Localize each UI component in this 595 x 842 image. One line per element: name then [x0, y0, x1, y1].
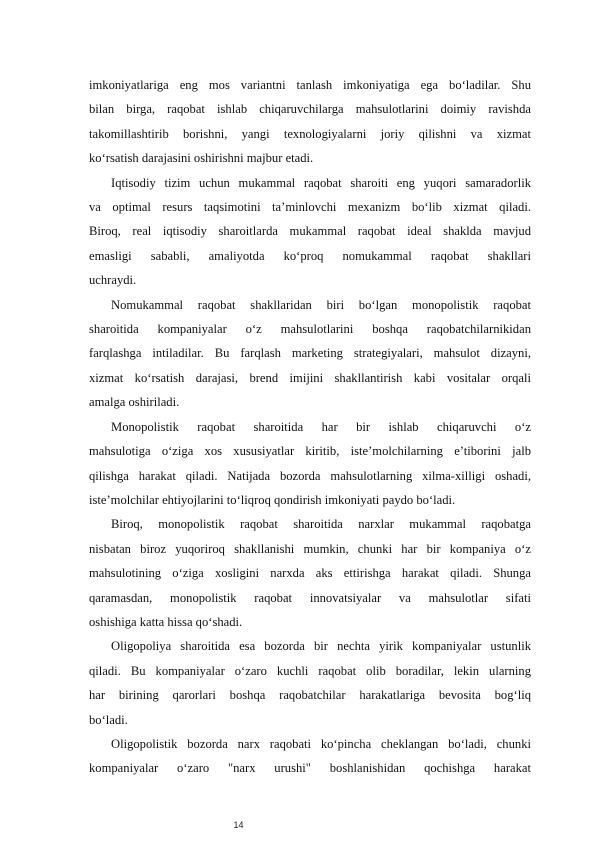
text-line: mahsulotining o‘ziga xosligini narxda aks ettirishga harakat qiladi. Shunga [89, 566, 531, 581]
text-line: har birining qarorlari boshqa raqobatchilar harakatlariga bevosita bog‘liq [89, 688, 531, 703]
text-line: Nomukammal raqobat shakllaridan biri bo‘lgan monopolistik raqobat [111, 297, 531, 312]
text-line: farqlashga intiladilar. Bu farqlash marketing strategiyalari, mahsulot dizayni, [89, 346, 531, 361]
paragraph [89, 634, 531, 732]
text-line: mahsulotiga o‘ziga xos xususiyatlar kiritib, iste’molchilarning e’tiborini jalb [89, 444, 531, 459]
text-line: takomillashtirib borishni, yangi texnologiyalarni joriy qilishni va xizmat [89, 126, 531, 141]
text-line: qaramasdan, monopolistik raqobat innovatsiyalar va mahsulotlar sifati [89, 590, 531, 605]
text-line: oshishiga katta hissa qo‘shadi. [89, 614, 243, 629]
text-line: sharoitida kompaniyalar o‘z mahsulotlarini boshqa raqobatchilarnikidan [89, 322, 531, 337]
text-line: ko‘rsatish darajasini oshirishni majbur etadi. [89, 151, 314, 166]
text-line: nisbatan biroz yuqoriroq shakllanishi mumkin, chunki har bir kompaniya o‘z [89, 541, 531, 556]
text-line: bo‘ladi. [89, 712, 128, 727]
paragraph [89, 732, 531, 781]
text-line: Iqtisodiy tizim uchun mukammal raqobat sharoiti eng yuqori samaradorlik [111, 175, 531, 190]
text-line: amalga oshiriladi. [89, 395, 180, 410]
text-line: bilan birga, raqobat ishlab chiqaruvchilarga mahsulotlarini doimiy ravishda [89, 102, 531, 117]
text-line: Biroq, real iqtisodiy sharoitlarda mukammal raqobat ideal shaklda mavjud [89, 224, 531, 239]
text-line: xizmat ko‘rsatish darajasi, brend imijini shakllantirish kabi vositalar orqali [89, 370, 531, 385]
page-number: 14 [233, 820, 244, 830]
text-line: uchraydi. [89, 273, 137, 288]
text-line: Monopolistik raqobat sharoitida har bir ishlab chiqaruvchi o‘z [111, 419, 531, 434]
text-line: iste’molchilar ehtiyojlarini to‘liqroq qondirish imkoniyati paydo bo‘ladi. [89, 492, 456, 507]
paragraph [89, 293, 531, 415]
paragraph [89, 171, 531, 293]
paragraph [89, 73, 531, 171]
text-line: qiladi. Bu kompaniyalar o‘zaro kuchli raqobat olib boradilar, lekin ularning [89, 663, 531, 678]
text-line: kompaniyalar o‘zaro "narx urushi" boshlanishidan qochishga harakat [89, 761, 531, 776]
text-line: imkoniyatlariga eng mos variantni tanlash imkoniyatiga ega bo‘ladilar. Shu [89, 78, 531, 92]
text-line: Biroq, monopolistik raqobat sharoitida narxlar mukammal raqobatga [111, 517, 531, 532]
document-body [89, 73, 531, 781]
paragraph [89, 512, 531, 634]
text-line: emasligi sababli, amaliyotda ko‘proq nomukammal raqobat shakllari [89, 248, 531, 263]
text-line: va optimal resurs taqsimotini ta’minlovchi mexanizm bo‘lib xizmat qiladi. [89, 200, 531, 215]
text-line: Oligopolistik bozorda narx raqobati ko‘pincha cheklangan bo‘ladi, chunki [111, 736, 531, 751]
paragraph [89, 415, 531, 513]
text-line: Oligopoliya sharoitida esa bozorda bir nechta yirik kompaniyalar ustunlik [111, 639, 531, 654]
text-line: qilishga harakat qiladi. Natijada bozorda mahsulotlarning xilma-xilligi oshadi, [89, 468, 531, 483]
